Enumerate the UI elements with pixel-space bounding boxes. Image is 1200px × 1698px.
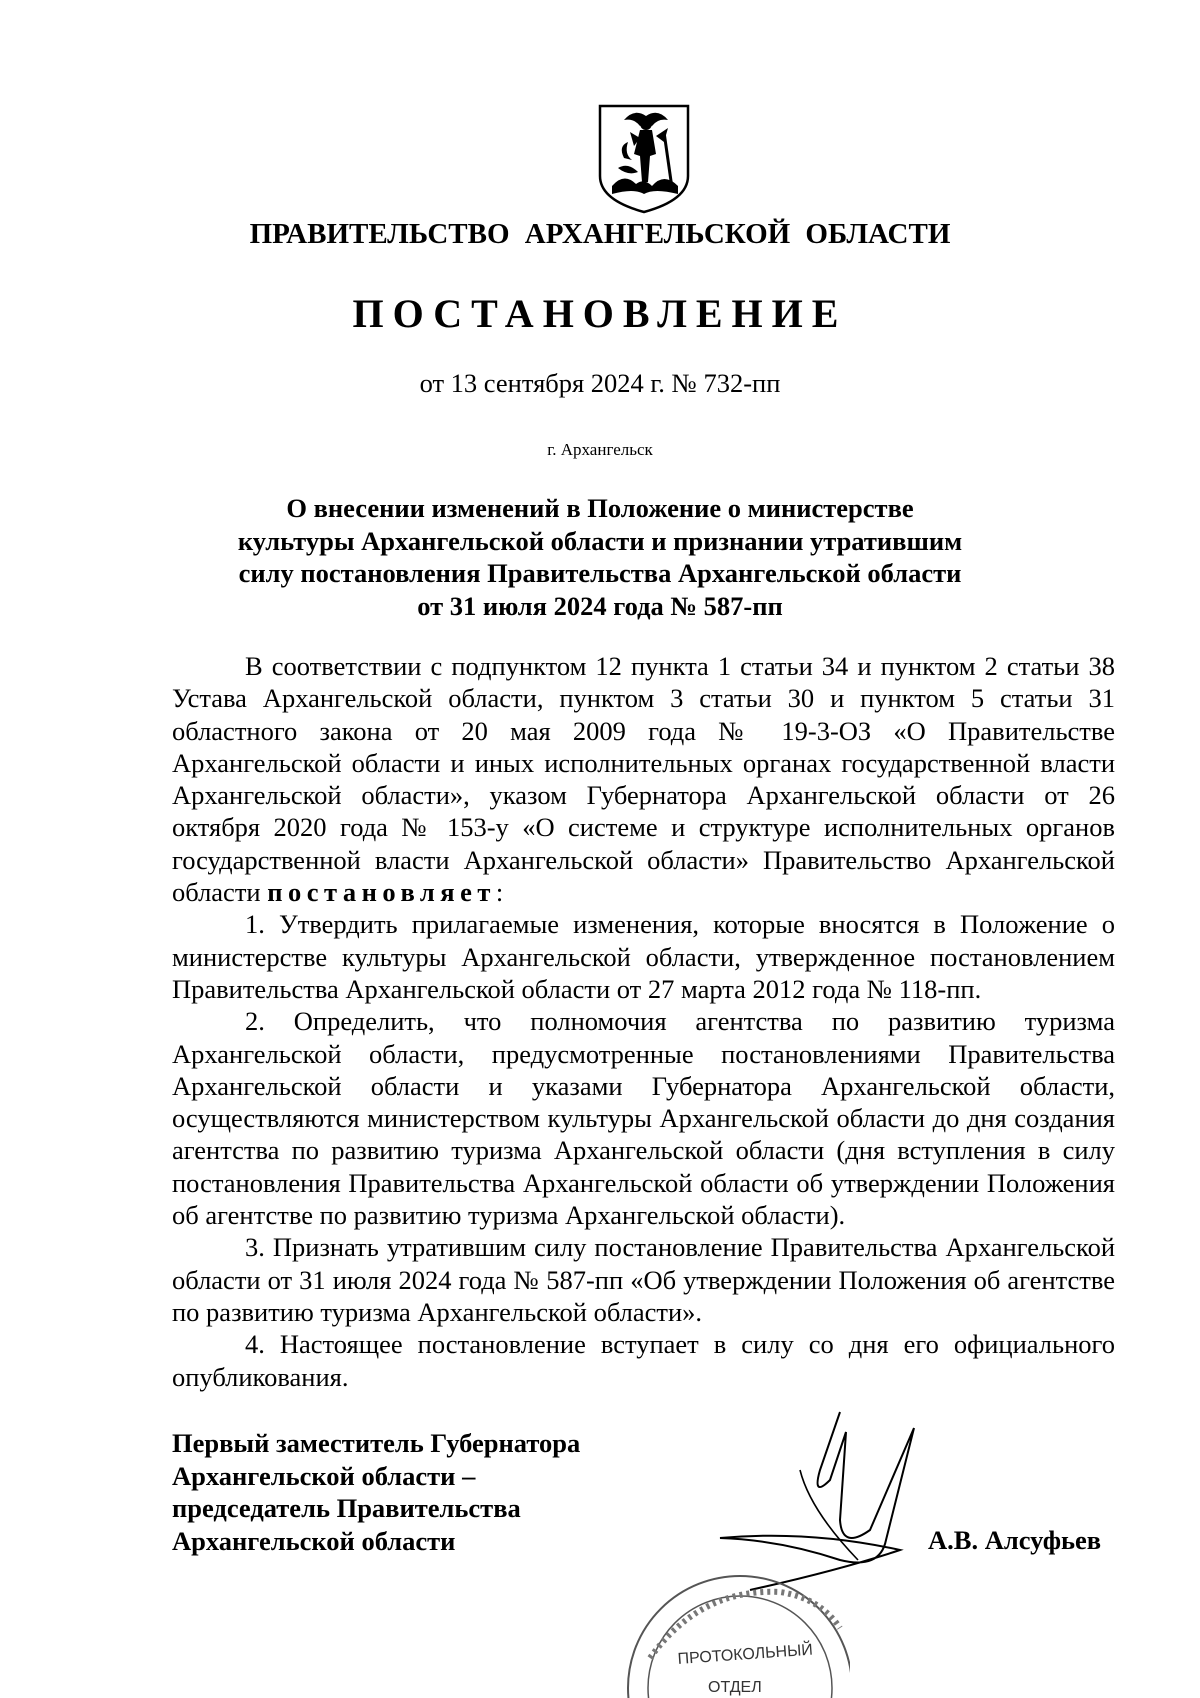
signatory-name: А.В. Алсуфьев: [928, 1525, 1102, 1555]
document-subject: [0, 492, 1200, 622]
item-paragraph: 1. Утвердить прилагаемые изменения, которые вносятся в Положение о министерстве культуры Архангельской области, утвержденное постановлением Правительства Архангельской области от 27 марта 2012 года № 118-пп.: [172, 909, 1115, 1004]
stamp-text-line: ПРОТОКОЛЬНЫЙ: [677, 1641, 814, 1668]
preamble-text: В соответствии с подпунктом 12 пункта 1 статьи 34 и пунктом 2 статьи 38 Устава Архангельской области, пунктом 3 статьи 30 и пунктом 5 статьи 31 областного закона от 20 мая 2009 года № 19-3-ОЗ «О Правительстве Архангельской области и иных исполнительных органах государственной власти Архангельской области», указом Губернатора Архангельской области от 26 октября 2020 года № 153-у «О системе и структуре исполнительных органов государственной власти Архангельской области» Правительство Архангельской области: [172, 651, 1115, 908]
document-date-number: от 13 сентября 2024 г. № 732-пп: [419, 368, 781, 398]
preamble-paragraph: [172, 650, 1115, 908]
document-body: [172, 650, 1115, 1393]
position-line: Архангельской области: [172, 1525, 456, 1556]
position-line: Архангельской области –: [172, 1460, 476, 1491]
position-line: Первый заместитель Губернатора: [172, 1428, 581, 1458]
position-line: председатель Правительства: [172, 1493, 521, 1523]
official-stamp: [620, 1548, 850, 1698]
document-type: ПОСТАНОВЛЕНИЕ: [352, 291, 848, 336]
government-title: ПРАВИТЕЛЬСТВО АРХАНГЕЛЬСКОЙ ОБЛАСТИ: [249, 218, 951, 250]
item-paragraph: 4. Настоящее постановление вступает в силу со дня его официального опубликования.: [172, 1329, 1115, 1392]
decree-colon: :: [495, 877, 504, 908]
decree-word: постановляет: [267, 877, 496, 908]
subject-line: О внесении изменений в Положение о министерстве: [286, 493, 914, 523]
subject-line: от 31 июля 2024 года № 587-пп: [417, 590, 783, 621]
subject-line: силу постановления Правительства Архангельской области: [238, 558, 962, 588]
coat-of-arms-icon: [594, 102, 694, 214]
item-paragraph: 2. Определить, что полномочия агентства по развитию туризма Архангельской области, предусмотренные постановлениями Правительства Архангельской области и указами Губернатора Архангельской области, осуществляются министерством культуры Архангельской области до дня создания агентства по развитию туризма Архангельской области (дня вступления в силу постановления Правительства Архангельской области об утверждении Положения об агентстве по развитию туризма Архангельской области).: [172, 1006, 1115, 1231]
signatory-position: [172, 1427, 580, 1557]
stamp-text-line: ОТДЕЛ: [708, 1679, 762, 1696]
subject-line: культуры Архангельской области и признании утратившим: [237, 525, 963, 556]
item-paragraph: 3. Признать утратившим силу постановление Правительства Архангельской области от 31 июля 2024 года № 587-пп «Об утверждении Положения об агентстве по развитию туризма Архангельской области».: [172, 1232, 1115, 1327]
document-city: г. Архангельск: [547, 440, 653, 459]
